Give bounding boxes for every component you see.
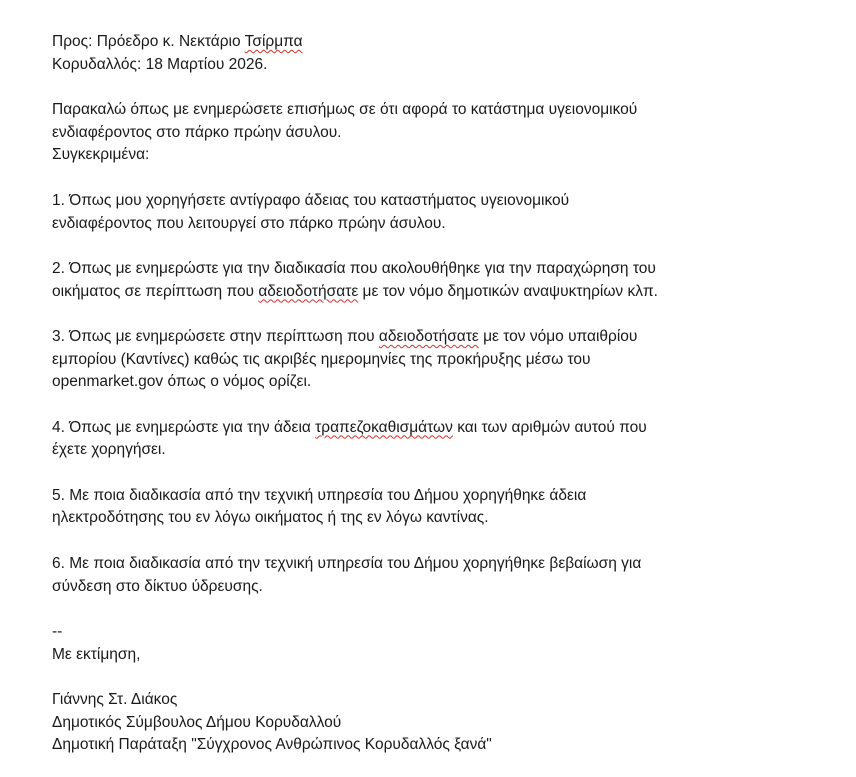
blank-line xyxy=(52,303,832,326)
item-3-line-3: openmarket.gov όπως ο νόμος ορίζει. xyxy=(52,373,312,391)
item-4-line-1: 4. Όπως με ενημερώστε για την άδεια τραπεζοκαθισμάτων και των αριθμών αυτού που xyxy=(52,418,647,436)
item-4-line-2: έχετε χορηγήσει. xyxy=(52,441,166,459)
item-5-line-2: ηλεκτροδότησης του εν λόγω οικήματος ή της εν λόγω καντίνας. xyxy=(52,509,489,527)
signature-separator: -- xyxy=(52,622,63,640)
blank-line xyxy=(52,167,832,190)
intro-line-2: ενδιαφέροντος στο πάρκο πρώην άσυλου. xyxy=(52,123,342,141)
intro-line-3: Συγκεκριμένα: xyxy=(52,146,150,164)
blank-line xyxy=(52,235,832,258)
item-6-line-1: 6. Με ποια διαδικασία από την τεχνική υπηρεσία του Δήμου χορηγήθηκε βεβαίωση για xyxy=(52,554,642,572)
item-2-line-2: οικήματος σε περίπτωση που αδειοδοτήσατε με τον νόμο δημοτικών αναψυκτηρίων κλπ. xyxy=(52,282,658,300)
item-3-line-2: εμπορίου (Καντίνες) καθώς τις ακριβές ημερομηνίες της προκήρυξης μέσω του xyxy=(52,350,591,368)
item-2-line-1: 2. Όπως με ενημερώστε για την διαδικασία που ακολουθήθηκε για την παραχώρηση του xyxy=(52,259,656,277)
signer-name: Γιάννης Στ. Διάκος xyxy=(52,690,178,708)
signer-party: Δημοτική Παράταξη "Σύγχρονος Ανθρώπινος Κορυδαλλός ξανά" xyxy=(52,736,492,754)
spellcheck-flagged-word: Τσίρμπα xyxy=(244,33,303,50)
spellcheck-flagged-word: αδειοδοτήσατε xyxy=(258,282,359,300)
recipient-line: Προς: Πρόεδρο κ. Νεκτάριο Τσίρμπα xyxy=(52,33,303,50)
blank-line xyxy=(52,394,832,417)
blank-line xyxy=(52,462,832,485)
item-6-line-2: σύνδεση στο δίκτυο ύδρευσης. xyxy=(52,577,263,595)
closing-regards: Με εκτίμηση, xyxy=(52,645,141,663)
spellcheck-flagged-word: τραπεζοκαθισμάτων xyxy=(315,418,453,436)
blank-line xyxy=(52,666,832,689)
item-3-line-1: 3. Όπως με ενημερώσετε στην περίπτωση που αδειοδοτήσατε με τον νόμο υπαιθρίου xyxy=(52,327,638,345)
item-5-line-1: 5. Με ποια διαδικασία από την τεχνική υπηρεσία του Δήμου χορηγήθηκε άδεια xyxy=(52,486,587,504)
spellcheck-flagged-word: αδειοδοτήσατε xyxy=(378,327,479,345)
signer-role: Δημοτικός Σύμβουλος Δήμου Κορυδαλλού xyxy=(52,713,342,731)
intro-line-1: Παρακαλώ όπως με ενημερώσετε επισήμως σε ότι αφορά το κατάστημα υγειονομικού xyxy=(52,101,638,119)
blank-line xyxy=(52,598,832,621)
place-date-line: Κορυδαλλός: 18 Μαρτίου 2026. xyxy=(52,55,268,73)
item-1-line-2: ενδιαφέροντος που λειτουργεί στο πάρκο πρώην άσυλου. xyxy=(52,214,446,232)
letter-document xyxy=(52,31,832,757)
item-1-line-1: 1. Όπως μου χορηγήσετε αντίγραφο άδειας του καταστήματος υγειονομικού xyxy=(52,191,570,209)
blank-line xyxy=(52,76,832,99)
blank-line xyxy=(52,530,832,553)
